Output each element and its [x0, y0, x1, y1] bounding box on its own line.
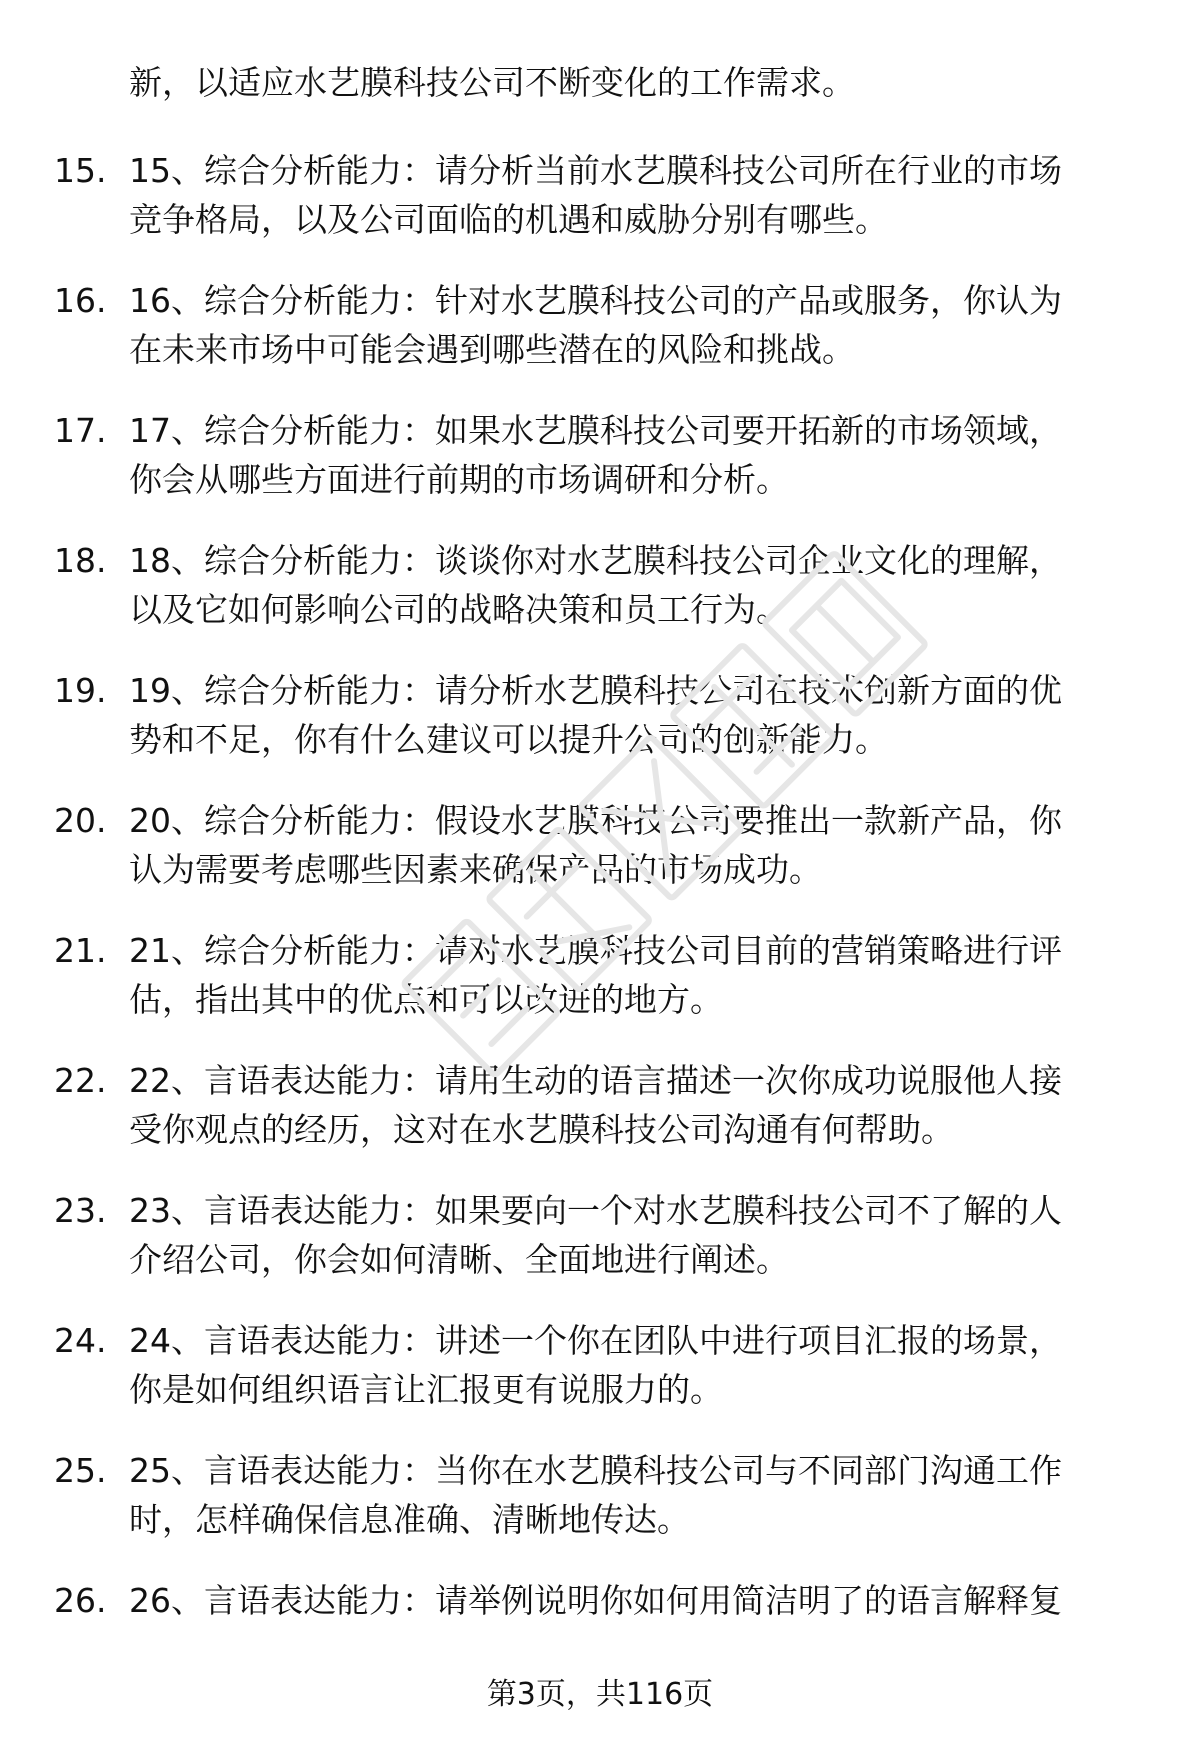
- question-line: 17、综合分析能力：如果水艺膜科技公司要开拓新的市场领域，: [129, 411, 1062, 450]
- question-number: 26.: [54, 1581, 107, 1620]
- question-line: 介绍公司，你会如何清晰、全面地进行阐述。: [129, 1240, 789, 1279]
- question-text: [129, 1186, 1149, 1284]
- question-number: 18.: [54, 541, 107, 580]
- question-text: [129, 276, 1149, 374]
- question-line: 认为需要考虑哪些因素来确保产品的市场成功。: [129, 850, 822, 889]
- question-line: 竞争格局，以及公司面临的机遇和威胁分别有哪些。: [129, 200, 888, 239]
- question-line: 18、综合分析能力：谈谈你对水艺膜科技公司企业文化的理解，: [129, 541, 1062, 580]
- question-text: [129, 1056, 1149, 1154]
- question-number: 24.: [54, 1321, 107, 1360]
- question-number: 22.: [54, 1061, 107, 1100]
- question-line: 25、言语表达能力：当你在水艺膜科技公司与不同部门沟通工作: [129, 1451, 1062, 1490]
- question-line: 21、综合分析能力：请对水艺膜科技公司目前的营销策略进行评: [129, 931, 1062, 970]
- question-line: 22、言语表达能力：请用生动的语言描述一次你成功说服他人接: [129, 1061, 1062, 1100]
- question-item: [0, 536, 1200, 666]
- question-number: 15.: [54, 151, 107, 190]
- question-line: 20、综合分析能力：假设水艺膜科技公司要推出一款新产品，你: [129, 801, 1062, 840]
- question-text: [129, 1316, 1149, 1414]
- question-text: [129, 796, 1149, 894]
- question-item: [0, 1186, 1200, 1316]
- question-number: 25.: [54, 1451, 107, 1490]
- question-line: 受你观点的经历，这对在水艺膜科技公司沟通有何帮助。: [129, 1110, 954, 1149]
- question-item: [0, 666, 1200, 796]
- page-footer: 第3页，共116页: [486, 1677, 714, 1712]
- question-line: 势和不足，你有什么建议可以提升公司的创新能力。: [129, 720, 888, 759]
- question-number: 23.: [54, 1191, 107, 1230]
- question-item: [0, 1316, 1200, 1446]
- question-item: [0, 406, 1200, 536]
- question-line: 以及它如何影响公司的战略决策和员工行为。: [129, 590, 789, 629]
- question-text: [129, 536, 1149, 634]
- question-number: 16.: [54, 281, 107, 320]
- question-line: 时，怎样确保信息准确、清晰地传达。: [129, 1500, 690, 1539]
- question-item: [0, 926, 1200, 1056]
- continuation-text: 新，以适应水艺膜科技公司不断变化的工作需求。: [129, 63, 855, 102]
- question-item: [0, 146, 1200, 276]
- question-line: 在未来市场中可能会遇到哪些潜在的风险和挑战。: [129, 330, 855, 369]
- question-number: 20.: [54, 801, 107, 840]
- question-line: 你是如何组织语言让汇报更有说服力的。: [129, 1370, 723, 1409]
- question-line: 23、言语表达能力：如果要向一个对水艺膜科技公司不了解的人: [129, 1191, 1062, 1230]
- question-line: 16、综合分析能力：针对水艺膜科技公司的产品或服务，你认为: [129, 281, 1062, 320]
- question-line: 26、言语表达能力：请举例说明你如何用简洁明了的语言解释复: [129, 1581, 1062, 1620]
- question-item: [0, 796, 1200, 926]
- question-number: 21.: [54, 931, 107, 970]
- question-text: [129, 1576, 1149, 1625]
- question-item: [0, 1446, 1200, 1576]
- question-text: [129, 666, 1149, 764]
- question-text: [129, 926, 1149, 1024]
- question-text: [129, 1446, 1149, 1544]
- question-number: 19.: [54, 671, 107, 710]
- question-text: [129, 406, 1149, 504]
- question-item: [0, 1056, 1200, 1186]
- question-number: 17.: [54, 411, 107, 450]
- question-line: 15、综合分析能力：请分析当前水艺膜科技公司所在行业的市场: [129, 151, 1062, 190]
- question-line: 19、综合分析能力：请分析水艺膜科技公司在技术创新方面的优: [129, 671, 1062, 710]
- question-item: [0, 276, 1200, 406]
- question-list: [0, 146, 1200, 1706]
- question-line: 你会从哪些方面进行前期的市场调研和分析。: [129, 460, 789, 499]
- question-line: 估，指出其中的优点和可以改进的地方。: [129, 980, 723, 1019]
- question-text: [129, 146, 1149, 244]
- question-line: 24、言语表达能力：讲述一个你在团队中进行项目汇报的场景，: [129, 1321, 1062, 1360]
